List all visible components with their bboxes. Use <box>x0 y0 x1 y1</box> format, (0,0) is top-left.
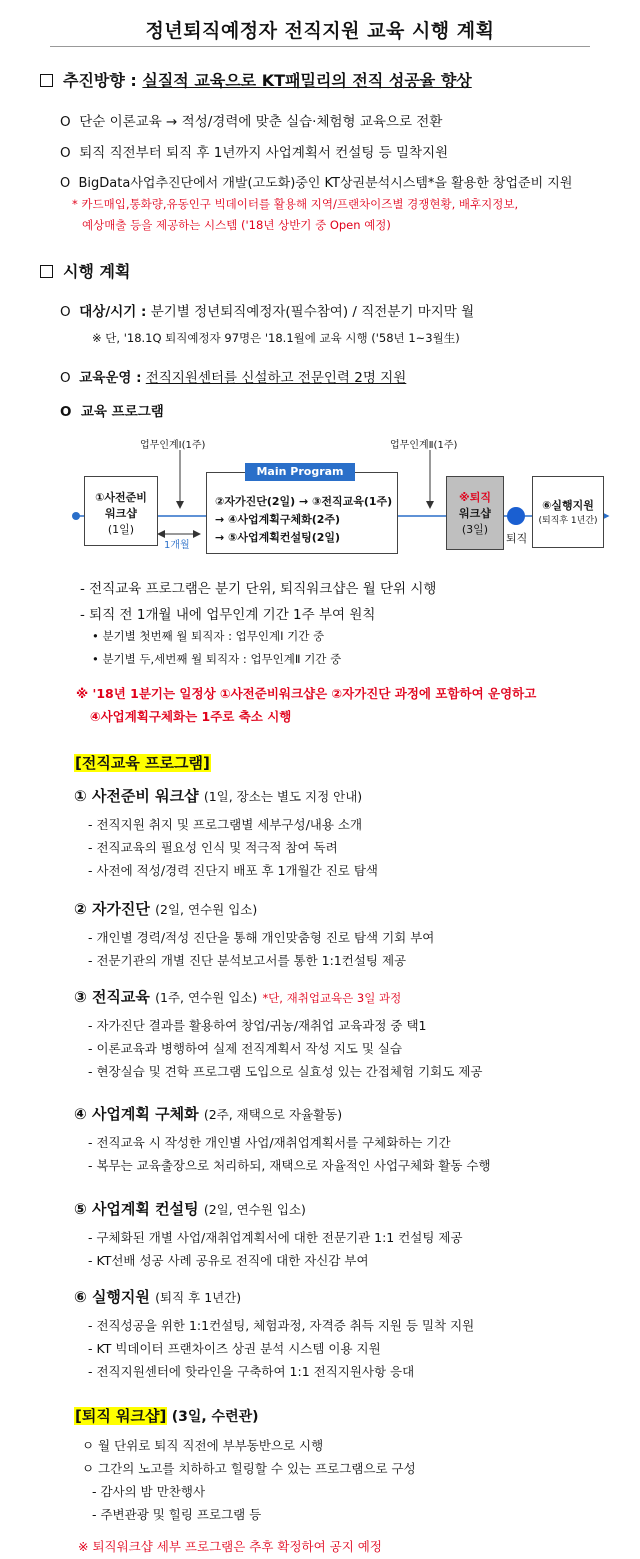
system-note-line2: 예상매출 등을 제공하는 시스템 ('18년 상반기 중 Open 예정) <box>82 218 391 232</box>
program-item <box>74 1103 491 1174</box>
program-item <box>74 898 434 969</box>
program-detail: - 전직교육 시 작성한 개인별 사업/재취업계획서를 구체화하는 기간 <box>88 1135 451 1150</box>
program-number: ① <box>74 787 87 805</box>
workshop-item-4: - 주변관광 및 힐링 프로그램 등 <box>92 1507 262 1522</box>
checkbox-square-icon <box>40 74 53 87</box>
program-detail: - 전직지원센터에 핫라인을 구축하여 1:1 전직지원사항 응대 <box>88 1364 415 1379</box>
program-name: 사업계획 컨설팅 <box>91 1200 199 1218</box>
program-detail: - 전문기관의 개별 진단 분석보고서를 통한 1:1컨설팅 제공 <box>88 953 407 968</box>
program-heading <box>74 785 378 806</box>
program-detail: - KT선배 성공 사례 공유로 전직에 대한 자신감 부여 <box>88 1253 369 1268</box>
program-name: 전직교육 <box>91 988 150 1006</box>
handover-1-label: 업무인계Ⅰ(1주) <box>140 440 206 451</box>
handover-2-label: 업무인계Ⅱ(1주) <box>390 440 458 451</box>
program-item <box>74 1286 474 1380</box>
footer-note: ※ 퇴직워크샵 세부 프로그램은 추후 확정하여 공지 예정 <box>78 1539 382 1554</box>
program-name: 사업계획 구체화 <box>91 1105 199 1123</box>
program-item <box>74 785 378 879</box>
target-value: 분기별 정년퇴직예정자(필수참여) / 직전분기 마지막 월 <box>150 304 475 320</box>
workshop-item-2: ㅇ 그간의 노고를 치하하고 힐링할 수 있는 프로그램으로 구성 <box>82 1461 416 1476</box>
target-note: ※ 단, '18.1Q 퇴직예정자 97명은 '18.1월에 교육 시행 ('58년 1~3월生) <box>92 331 460 345</box>
workshop-item-3: - 감사의 밤 만찬행사 <box>92 1484 206 1499</box>
program-name: 자가진단 <box>91 900 150 918</box>
retire-workshop-box: ※퇴직 워크샵 (3일) <box>446 476 504 550</box>
program-detail: - 전직교육의 필요성 인식 및 적극적 참여 독려 <box>88 840 338 855</box>
program-red-note: *단, 재취업교육은 3일 과정 <box>262 991 402 1005</box>
pre-workshop-box: ①사전준비 워크샵 (1일) <box>84 476 158 546</box>
red-note-line1: ※ '18년 1분기는 일정상 ①사전준비워크샵은 ②자가진단 과정에 포함하여 운영하고 <box>76 686 537 701</box>
program-detail: - 자가진단 결과를 활용하여 창업/귀농/재취업 교육과정 중 택1 <box>88 1018 427 1033</box>
program-number: ⑤ <box>74 1200 87 1218</box>
section2-heading: 시행 계획 <box>40 259 130 282</box>
note-3: • 분기별 첫번째 월 퇴직자 : 업무인계Ⅰ 기간 중 <box>92 629 325 643</box>
system-note-line1: * 카드매입,통화량,유동인구 빅데이터를 활용해 지역/프랜차이즈별 경쟁현황, 배후지정보, <box>72 197 519 211</box>
program-note: (2주, 재택으로 자율활동) <box>203 1107 343 1122</box>
program-heading <box>74 898 434 919</box>
section1-bullet-2: O 퇴직 직전부터 퇴직 후 1년까지 사업계획서 컨설팅 등 밀착지원 <box>60 145 449 161</box>
section1-heading <box>40 68 472 91</box>
program-heading <box>74 1103 491 1124</box>
note-2: - 퇴직 전 1개월 내에 업무인계 기간 1주 부여 원칙 <box>80 607 376 623</box>
program-detail: - 이론교육과 병행하여 실제 전직계획서 작성 지도 및 실습 <box>88 1041 403 1056</box>
note-4: • 분기별 두,세번째 월 퇴직자 : 업무인계Ⅱ 기간 중 <box>92 652 342 666</box>
program-flow-diagram <box>60 430 630 560</box>
program-note: (퇴직 후 1년간) <box>155 1290 242 1305</box>
program-note: (2일, 연수원 입소) <box>155 902 258 917</box>
ops-value: 전직지원센터를 신설하고 전문인력 2명 지원 <box>145 370 407 386</box>
program-detail: - 사전에 적성/경력 진단지 배포 후 1개월간 진로 탐색 <box>88 863 378 878</box>
retire-label: 퇴직 <box>506 532 528 545</box>
main-program-header: Main Program <box>245 463 355 481</box>
section1-bullet-3: O BigData사업추진단에서 개발(고도화)중인 KT상권분석시스템*을 활용한 창업준비 지원 <box>60 176 573 191</box>
workshop-title: [퇴직 워크샵] (3일, 수련관) <box>75 1407 259 1425</box>
target-label: 대상/시기 : <box>79 304 147 320</box>
program-detail: - 복무는 교육출장으로 처리하되, 재택으로 자율적인 사업구체화 활동 수행 <box>88 1158 491 1173</box>
program-heading <box>74 1286 474 1307</box>
program-row: O 교육 프로그램 <box>60 404 164 420</box>
workshop-item-1: ㅇ 월 단위로 퇴직 직전에 부부동반으로 시행 <box>82 1438 324 1453</box>
program-number: ⑥ <box>74 1288 87 1306</box>
program-item <box>74 986 482 1080</box>
program-name: 사전준비 워크샵 <box>91 787 199 805</box>
note-1: - 전직교육 프로그램은 분기 단위, 퇴직워크샵은 월 단위 시행 <box>80 581 437 597</box>
program-detail: - 전직성공을 위한 1:1컨설팅, 체험과정, 자격증 취득 지원 등 밀착 지원 <box>88 1318 475 1333</box>
section1-label: 추진방향 : <box>63 71 137 90</box>
execution-support-box: ⑥실행지원 (퇴직후 1년간) <box>532 476 604 548</box>
program-note: (1일, 장소는 별도 지정 안내) <box>203 789 363 804</box>
section1-bullet-1: O 단순 이론교육 → 적성/경력에 맞춘 실습·체험형 교육으로 전환 <box>60 114 443 130</box>
title-divider <box>50 46 590 47</box>
program-detail: - 전직지원 취지 및 프로그램별 세부구성/내용 소개 <box>88 817 363 832</box>
program-number: ③ <box>74 988 87 1006</box>
program-note: (1주, 연수원 입소) <box>155 990 258 1005</box>
checkbox-square-icon <box>40 265 53 278</box>
program-number: ② <box>74 900 87 918</box>
main-program-box: Main Program ②자가진단(2일) → ③전직교육(1주) → ④사업계획구체화(2주) → ⑤사업계획컨설팅(2일) <box>206 472 398 554</box>
ops-row: O 교육운영 : 전직지원센터를 신설하고 전문인력 2명 지원 <box>60 370 407 386</box>
program-item <box>74 1198 463 1269</box>
program-name: 실행지원 <box>91 1288 150 1306</box>
program-detail: - 구체화된 개별 사업/재취업계획서에 대한 전문기관 1:1 컨설팅 제공 <box>88 1230 463 1245</box>
program-section-title: [전직교육 프로그램] <box>75 754 210 772</box>
target-row: O 대상/시기 : 분기별 정년퇴직예정자(필수참여) / 직전분기 마지막 월 <box>60 304 475 320</box>
program-heading <box>74 1198 463 1219</box>
program-note: (2일, 연수원 입소) <box>203 1202 306 1217</box>
page-title: 정년퇴직예정자 전직지원 교육 시행 계획 <box>145 20 495 42</box>
program-detail: - 현장실습 및 견학 프로그램 도입으로 실효성 있는 간접체험 기회도 제공 <box>88 1064 483 1079</box>
program-detail: - 개인별 경력/적성 진단을 통해 개인맞춤형 진로 탐색 기회 부여 <box>88 930 435 945</box>
program-heading <box>74 986 482 1007</box>
program-number: ④ <box>74 1105 87 1123</box>
gap-label: 1개월 <box>164 540 190 551</box>
program-detail: - KT 빅데이터 프랜차이즈 상권 분석 시스템 이용 지원 <box>88 1341 381 1356</box>
section1-value: 실질적 교육으로 KT패밀리의 전직 성공율 향상 <box>142 71 472 90</box>
red-note-line2: ④사업계획구체화는 1주로 축소 시행 <box>90 709 292 724</box>
